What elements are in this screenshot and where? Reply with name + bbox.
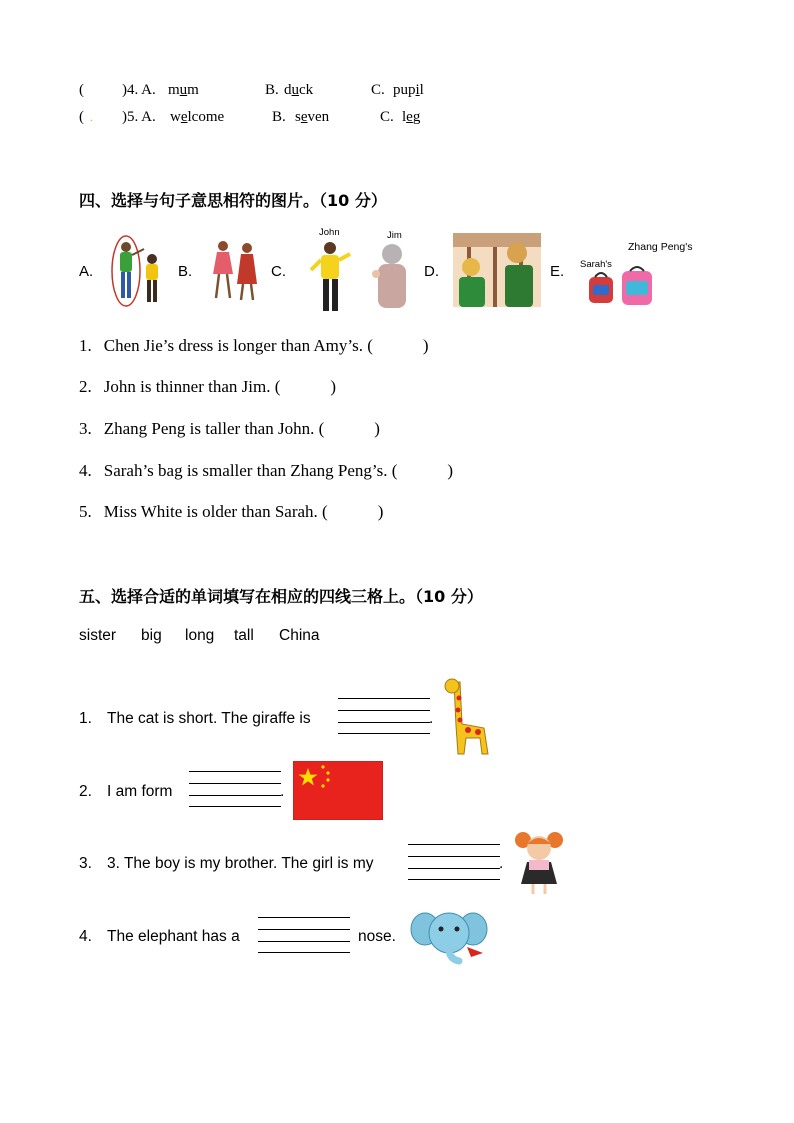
question-number: )4. A. [122, 82, 156, 98]
word-bank-item: big [141, 627, 162, 644]
four-line-writing-area[interactable] [338, 698, 430, 734]
sentence-question-5: 5. Miss White is older than Sarah. ( ) [79, 502, 384, 521]
miss-white-and-sarah-picture [453, 233, 541, 307]
option-b-word: duck [284, 82, 314, 98]
four-line-writing-area[interactable] [189, 771, 281, 807]
option-b-label: B. [265, 82, 279, 98]
option-c-word: pupil [393, 82, 424, 98]
word-bank-item: tall [234, 627, 254, 644]
word-bank-item: long [185, 627, 215, 644]
sentence-question-2: 2. John is thinner than Jim. ( ) [79, 377, 337, 396]
girl-picture [511, 828, 567, 898]
option-b-word: seven [295, 109, 330, 125]
question-number: 4. [79, 928, 92, 945]
option-a-word: welcome [170, 109, 225, 125]
option-label-d: D. [424, 263, 439, 280]
giraffe-picture [438, 676, 496, 758]
option-c-word: leg [402, 109, 421, 125]
sentence-question-4: 4. Sarah’s bag is smaller than Zhang Peng’s. ( ) [79, 461, 454, 480]
question-text: 3. The boy is my brother. The girl is my [107, 855, 374, 872]
question-text: The elephant has a [107, 928, 240, 945]
question-text: I am form [107, 783, 173, 800]
four-line-writing-area[interactable] [258, 917, 350, 953]
jim-label: Jim [387, 230, 402, 241]
zhang-pengs-bag-label: Zhang Peng's [628, 241, 693, 253]
option-c-label: C. [371, 82, 385, 98]
john-label: John [319, 227, 340, 238]
question-number: 1. [79, 710, 92, 727]
question-number: 2. [79, 783, 92, 800]
option-label-a: A. [79, 263, 94, 280]
sentence-period: . [280, 783, 285, 800]
option-b-label: B. [272, 109, 286, 125]
sentence-question-3: 3. Zhang Peng is taller than John. ( ) [79, 419, 380, 438]
sarahs-bag-label: Sarah's [580, 259, 612, 270]
section-5-heading: 五、选择合适的单词填写在相应的四线三格上。（10 分） [79, 587, 483, 606]
question-number: )5. A. [122, 109, 156, 125]
john-and-jim-picture [306, 240, 414, 314]
elephant-picture [407, 905, 493, 967]
sentence-nose: nose. [358, 928, 396, 945]
option-label-e: E. [550, 263, 565, 280]
word-bank-item: China [279, 627, 320, 644]
section-4-heading: 四、选择与句子意思相符的图片。（10 分） [79, 191, 387, 210]
sentence-period: . [429, 710, 434, 727]
two-schoolbags-picture [586, 265, 658, 307]
question-number: 3. [79, 855, 92, 872]
sentence-period: . [499, 855, 504, 872]
option-c-label: C. [380, 109, 394, 125]
answer-paren-open: ( [79, 82, 84, 98]
four-line-writing-area[interactable] [408, 844, 500, 880]
mark-dot: . [90, 110, 93, 124]
word-bank-item: sister [79, 627, 117, 644]
sentence-question-1: 1. Chen Jie’s dress is longer than Amy’s. ( ) [79, 336, 429, 355]
option-a-word: mum [168, 82, 199, 98]
two-boys-picture [106, 233, 168, 309]
two-girls-picture [207, 238, 263, 304]
option-label-b: B. [178, 263, 193, 280]
answer-paren-open: ( [79, 109, 84, 125]
question-text: The cat is short. The giraffe is [107, 710, 311, 727]
option-label-c: C. [271, 263, 286, 280]
china-flag-picture [293, 761, 383, 820]
